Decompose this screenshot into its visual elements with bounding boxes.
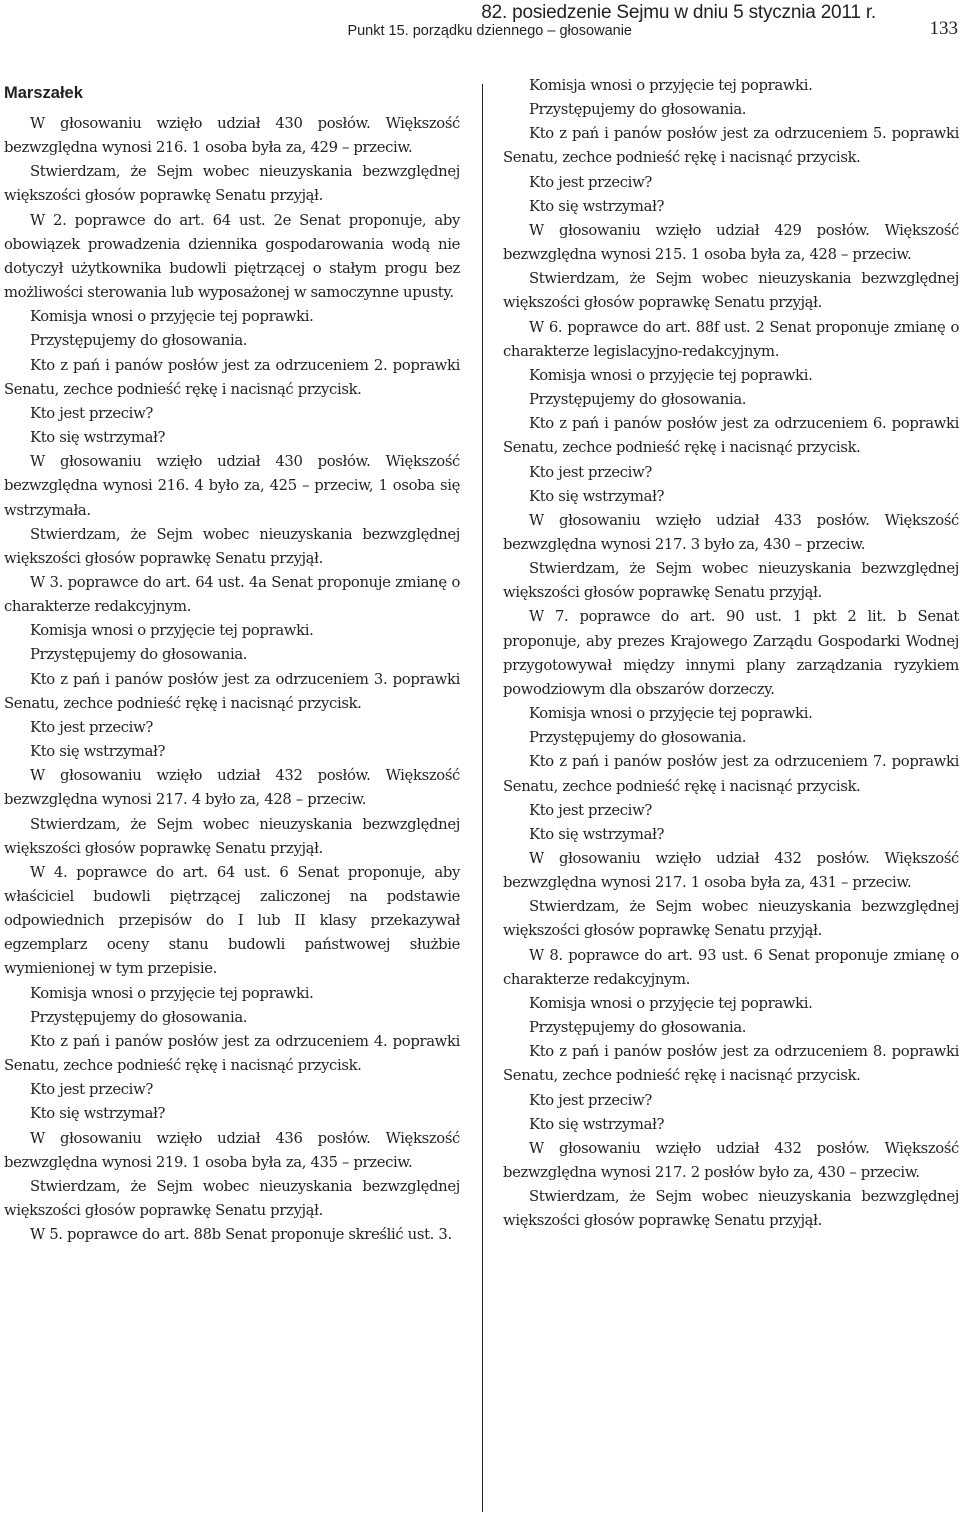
paragraph: Przystępujemy do głosowania. — [529, 391, 747, 409]
paragraph: W głosowaniu wzięło udział 433 posłów. Większość bezwzględna wynosi 217. 3 było za, 430 – przeciw. — [503, 511, 959, 553]
paragraph: Komisja wnosi o przyjęcie tej poprawki. — [529, 705, 813, 723]
paragraph: W głosowaniu wzięło udział 430 posłów. Większość bezwzględna wynosi 216. 1 osoba była za, 429 – przeciw. — [4, 115, 460, 157]
paragraph: Kto z pań i panów posłów jest za odrzuceniem 3. poprawki Senatu, zechce podnieść rękę i nacisnąć przycisk. — [4, 670, 460, 712]
left-paragraphs — [4, 112, 460, 1247]
page-header — [0, 0, 960, 50]
paragraph: Kto jest przeciw? — [30, 1081, 153, 1099]
paragraph: Stwierdzam, że Sejm wobec nieuzyskania bezwzględnej większości głosów poprawkę Senatu przyjął. — [4, 525, 460, 567]
paragraph: Kto się wstrzymał? — [529, 487, 665, 505]
paragraph: Kto jest przeciw? — [529, 173, 652, 191]
paragraph: Komisja wnosi o przyjęcie tej poprawki. — [30, 984, 314, 1002]
right-paragraphs — [503, 74, 959, 1234]
paragraph: Przystępujemy do głosowania. — [529, 101, 747, 119]
paragraph: Kto się wstrzymał? — [529, 825, 665, 843]
page-number: 133 — [929, 18, 958, 39]
header-title: 82. posiedzenie Sejmu w dniu 5 stycznia 2011 r. — [481, 2, 876, 23]
column-divider — [482, 84, 483, 1512]
paragraph: W głosowaniu wzięło udział 432 posłów. Większość bezwzględna wynosi 217. 1 osoba była za, 431 – przeciw. — [503, 850, 959, 892]
paragraph: Kto z pań i panów posłów jest za odrzuceniem 8. poprawki Senatu, zechce podnieść rękę i nacisnąć przycisk. — [503, 1043, 959, 1085]
paragraph: W 7. poprawce do art. 90 ust. 1 pkt 2 lit. b Senat proponuje, aby prezes Krajowego Zarządu Gospodarki Wodnej przygotowywał między innymi plany zarządzania ryzykiem powodziowym dla obszarów dorzeczy. — [503, 608, 959, 698]
paragraph: Kto jest przeciw? — [529, 1091, 652, 1109]
paragraph: W 2. poprawce do art. 64 ust. 2e Senat proponuje, aby obowiązek prowadzenia dziennika gospodarowania wodą nie dotyczył użytkownika budowli piętrzącej o stałym progu bez możliwości sterowania lub wyposażonej w samoczynne upusty. — [4, 211, 460, 302]
paragraph: W głosowaniu wzięło udział 429 posłów. Większość bezwzględna wynosi 215. 1 osoba była za, 428 – przeciw. — [503, 221, 959, 264]
paragraph: Stwierdzam, że Sejm wobec nieuzyskania bezwzględnej większości głosów poprawkę Senatu przyjął. — [503, 560, 959, 602]
paragraph: Kto się wstrzymał? — [30, 743, 166, 761]
speaker-name: Marszałek — [4, 84, 83, 102]
paragraph: Kto z pań i panów posłów jest za odrzuceniem 5. poprawki Senatu, zechce podnieść rękę i nacisnąć przycisk. — [503, 125, 959, 167]
paragraph: W 8. poprawce do art. 93 ust. 6 Senat proponuje zmianę o charakterze redakcyjnym. — [503, 946, 959, 988]
paragraph: W głosowaniu wzięło udział 432 posłów. Większość bezwzględna wynosi 217. 2 posłów było za, 430 – przeciw. — [503, 1139, 959, 1182]
paragraph: Stwierdzam, że Sejm wobec nieuzyskania bezwzględnej większości głosów poprawkę Senatu przyjął. — [4, 163, 460, 205]
paragraph: Stwierdzam, że Sejm wobec nieuzyskania bezwzględnej większości głosów poprawkę Senatu przyjął. — [503, 1188, 959, 1230]
paragraph: Przystępujemy do głosowania. — [529, 729, 747, 747]
paragraph: W głosowaniu wzięło udział 430 posłów. Większość bezwzględna wynosi 216. 4 było za, 425 – przeciw, 1 osoba się wstrzymała. — [4, 453, 460, 519]
paragraph: Kto jest przeciw? — [529, 463, 652, 481]
paragraph: Stwierdzam, że Sejm wobec nieuzyskania bezwzględnej większości głosów poprawkę Senatu przyjął. — [503, 898, 959, 940]
header-subtitle: Punkt 15. porządku dziennego – głosowanie — [347, 23, 632, 39]
paragraph: W głosowaniu wzięło udział 432 posłów. Większość bezwzględna wynosi 217. 4 było za, 428 – przeciw. — [4, 767, 460, 809]
paragraph: W 6. poprawce do art. 88f ust. 2 Senat proponuje zmianę o charakterze legislacyjno-redakcyjnym. — [503, 318, 959, 360]
paragraph: Stwierdzam, że Sejm wobec nieuzyskania bezwzględnej większości głosów poprawkę Senatu przyjął. — [503, 270, 959, 312]
paragraph: Przystępujemy do głosowania. — [529, 1019, 747, 1037]
right-column — [503, 74, 959, 1234]
paragraph: Stwierdzam, że Sejm wobec nieuzyskania bezwzględnej większości głosów poprawkę Senatu przyjął. — [4, 1177, 460, 1220]
paragraph: Przystępujemy do głosowania. — [30, 646, 248, 664]
paragraph: Kto z pań i panów posłów jest za odrzuceniem 6. poprawki Senatu, zechce podnieść rękę i nacisnąć przycisk. — [503, 415, 959, 457]
paragraph: W 5. poprawce do art. 88b Senat proponuje skreślić ust. 3. — [30, 1226, 452, 1244]
paragraph: Kto z pań i panów posłów jest za odrzuceniem 7. poprawki Senatu, zechce podnieść rękę i nacisnąć przycisk. — [503, 753, 959, 795]
paragraph: Kto się wstrzymał? — [30, 429, 166, 447]
paragraph: Kto z pań i panów posłów jest za odrzuceniem 4. poprawki Senatu, zechce podnieść rękę i nacisnąć przycisk. — [4, 1032, 460, 1075]
paragraph: Kto jest przeciw? — [30, 404, 153, 422]
paragraph: Komisja wnosi o przyjęcie tej poprawki. — [30, 622, 314, 640]
paragraph: Komisja wnosi o przyjęcie tej poprawki. — [529, 366, 813, 384]
paragraph: W 3. poprawce do art. 64 ust. 4a Senat proponuje zmianę o charakterze redakcyjnym. — [4, 573, 460, 616]
paragraph: Komisja wnosi o przyjęcie tej poprawki. — [529, 994, 813, 1012]
paragraph: Przystępujemy do głosowania. — [30, 332, 248, 350]
paragraph: Kto jest przeciw? — [30, 718, 153, 736]
paragraph: Stwierdzam, że Sejm wobec nieuzyskania bezwzględnej większości głosów poprawkę Senatu przyjął. — [4, 815, 460, 857]
paragraph: Komisja wnosi o przyjęcie tej poprawki. — [529, 77, 813, 94]
paragraph: Kto z pań i panów posłów jest za odrzuceniem 2. poprawki Senatu, zechce podnieść rękę i nacisnąć przycisk. — [4, 356, 460, 398]
paragraph: Kto jest przeciw? — [529, 801, 652, 819]
paragraph: W głosowaniu wzięło udział 436 posłów. Większość bezwzględna wynosi 219. 1 osoba była za, 435 – przeciw. — [4, 1129, 460, 1171]
paragraph: W 4. poprawce do art. 64 ust. 6 Senat proponuje, aby właściciel budowli piętrzącej zaliczonej na podstawie odpowiednich przepisów do I lub II klasy przekazywał egzemplarz oceny stanu budowli państwowej służbie wymienionej w tym przepisie. — [4, 863, 460, 978]
paragraph: Kto się wstrzymał? — [529, 197, 665, 215]
paragraph: Przystępujemy do głosowania. — [30, 1008, 248, 1026]
paragraph: Kto się wstrzymał? — [30, 1105, 166, 1123]
paragraph: Kto się wstrzymał? — [529, 1115, 665, 1133]
left-column — [4, 74, 460, 1247]
paragraph: Komisja wnosi o przyjęcie tej poprawki. — [30, 308, 314, 326]
